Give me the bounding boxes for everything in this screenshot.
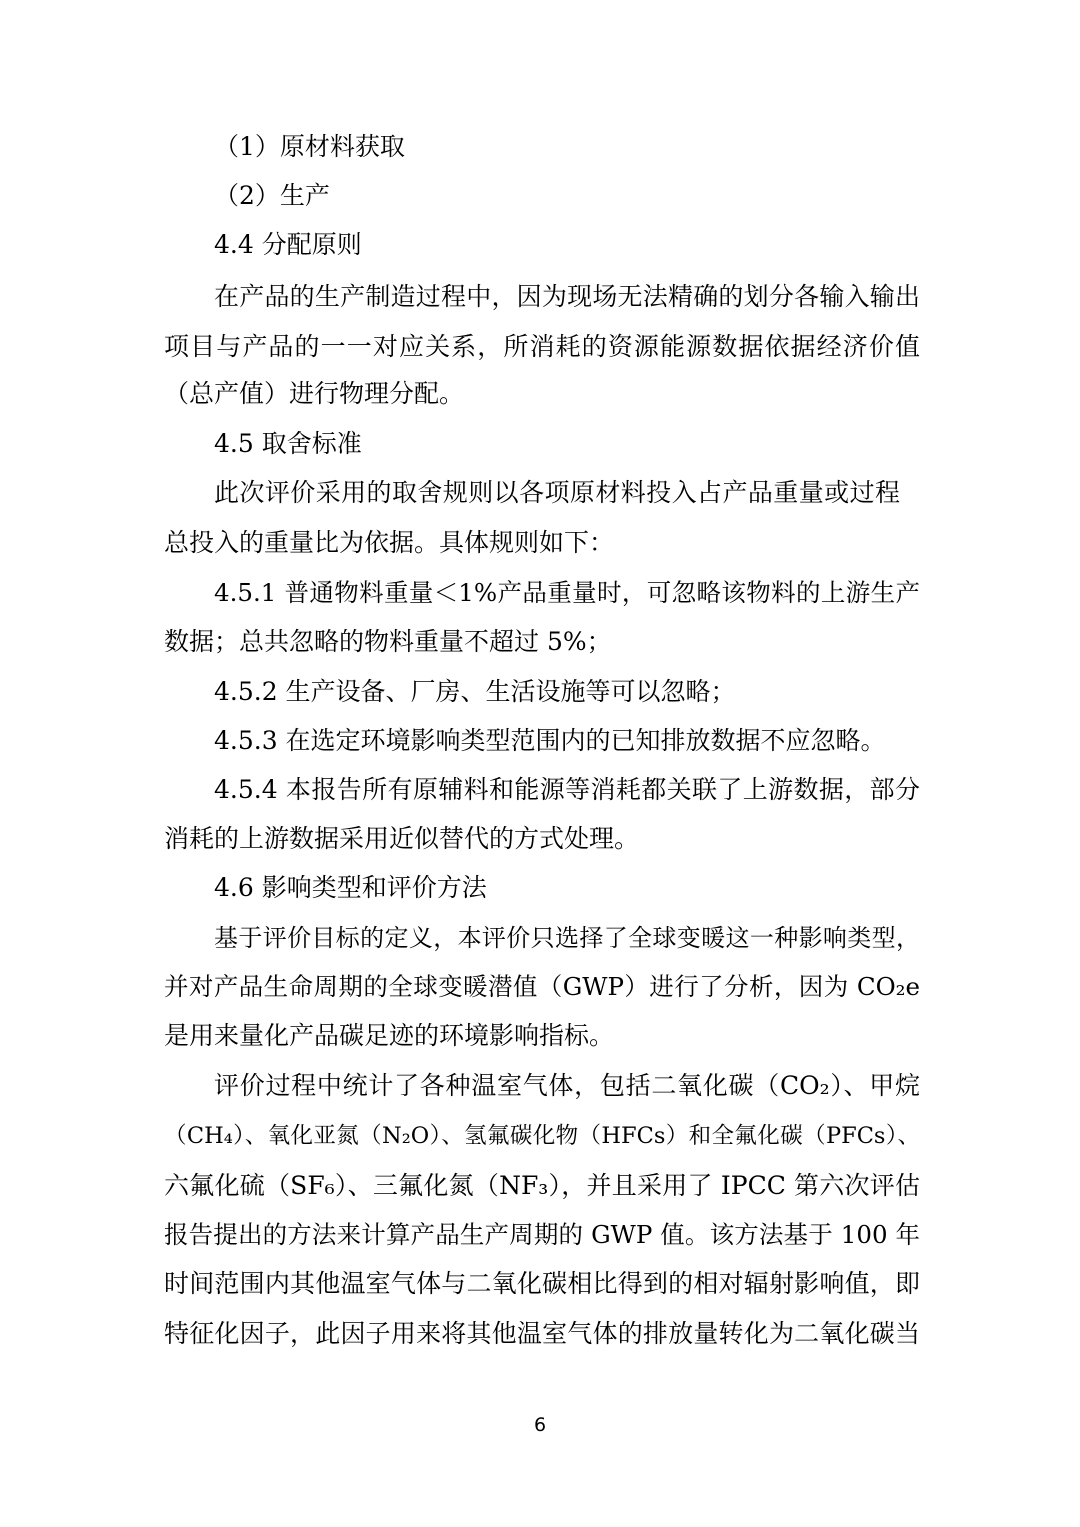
paragraph-line: 4.5.2 生产设备、厂房、生活设施等可以忽略； [214,677,736,706]
list-item-production: （2）生产 [214,181,330,210]
paragraph-line: 在产品的生产制造过程中，因为现场无法精确的划分各输入输出 [214,282,920,311]
section-heading-allocation: 4.4 分配原则 [214,230,362,259]
paragraph-line: 基于评价目标的定义，本评价只选择了全球变暖这一种影响类型， [214,924,920,952]
section-heading-cutoff: 4.5 取舍标准 [214,429,362,458]
paragraph-line: 项目与产品的一一对应关系，所消耗的资源能源数据依据经济价值 [164,332,920,361]
paragraph-line: 评价过程中统计了各种温室气体，包括二氧化碳（CO₂）、甲烷 [214,1071,920,1100]
paragraph-line: 4.5.3 在选定环境影响类型范围内的已知排放数据不应忽略。 [214,726,886,755]
list-item-raw-material: （1）原材料获取 [214,132,405,161]
paragraph-line: 并对产品生命周期的全球变暖潜值（GWP）进行了分析，因为 CO₂e [164,972,920,1001]
paragraph-line: 4.5.4 本报告所有原辅料和能源等消耗都关联了上游数据，部分 [214,775,920,804]
paragraph-line: 消耗的上游数据采用近似替代的方式处理。 [164,824,640,853]
paragraph-line: 4.5.1 普通物料重量＜1%产品重量时，可忽略该物料的上游生产 [214,578,920,607]
page-number: 6 [533,1414,547,1436]
paragraph-line: 数据；总共忽略的物料重量不超过 5%； [164,627,612,656]
section-heading-impact: 4.6 影响类型和评价方法 [214,873,487,902]
paragraph-line: 报告提出的方法来计算产品生产周期的 GWP 值。该方法基于 100 年 [164,1220,920,1249]
paragraph-line: 总投入的重量比为依据。具体规则如下： [164,528,615,557]
paragraph-line: 特征化因子，此因子用来将其他温室气体的排放量转化为二氧化碳当 [164,1319,920,1348]
paragraph-line: 此次评价采用的取舍规则以各项原材料投入占产品重量或过程 [214,478,900,507]
paragraph-line: （总产值）进行物理分配。 [164,379,465,408]
paragraph-line: 时间范围内其他温室气体与二氧化碳相比得到的相对辐射影响值，即 [164,1269,920,1298]
paragraph-line: 是用来量化产品碳足迹的环境影响指标。 [164,1021,615,1050]
paragraph-line: 六氟化硫（SF₆）、三氟化氮（NF₃），并且采用了 IPCC 第六次评估 [164,1171,920,1200]
paragraph-line: （CH₄）、氧化亚氮（N₂O）、氢氟碳化物（HFCs）和全氟化碳（PFCs）、 [164,1123,920,1149]
